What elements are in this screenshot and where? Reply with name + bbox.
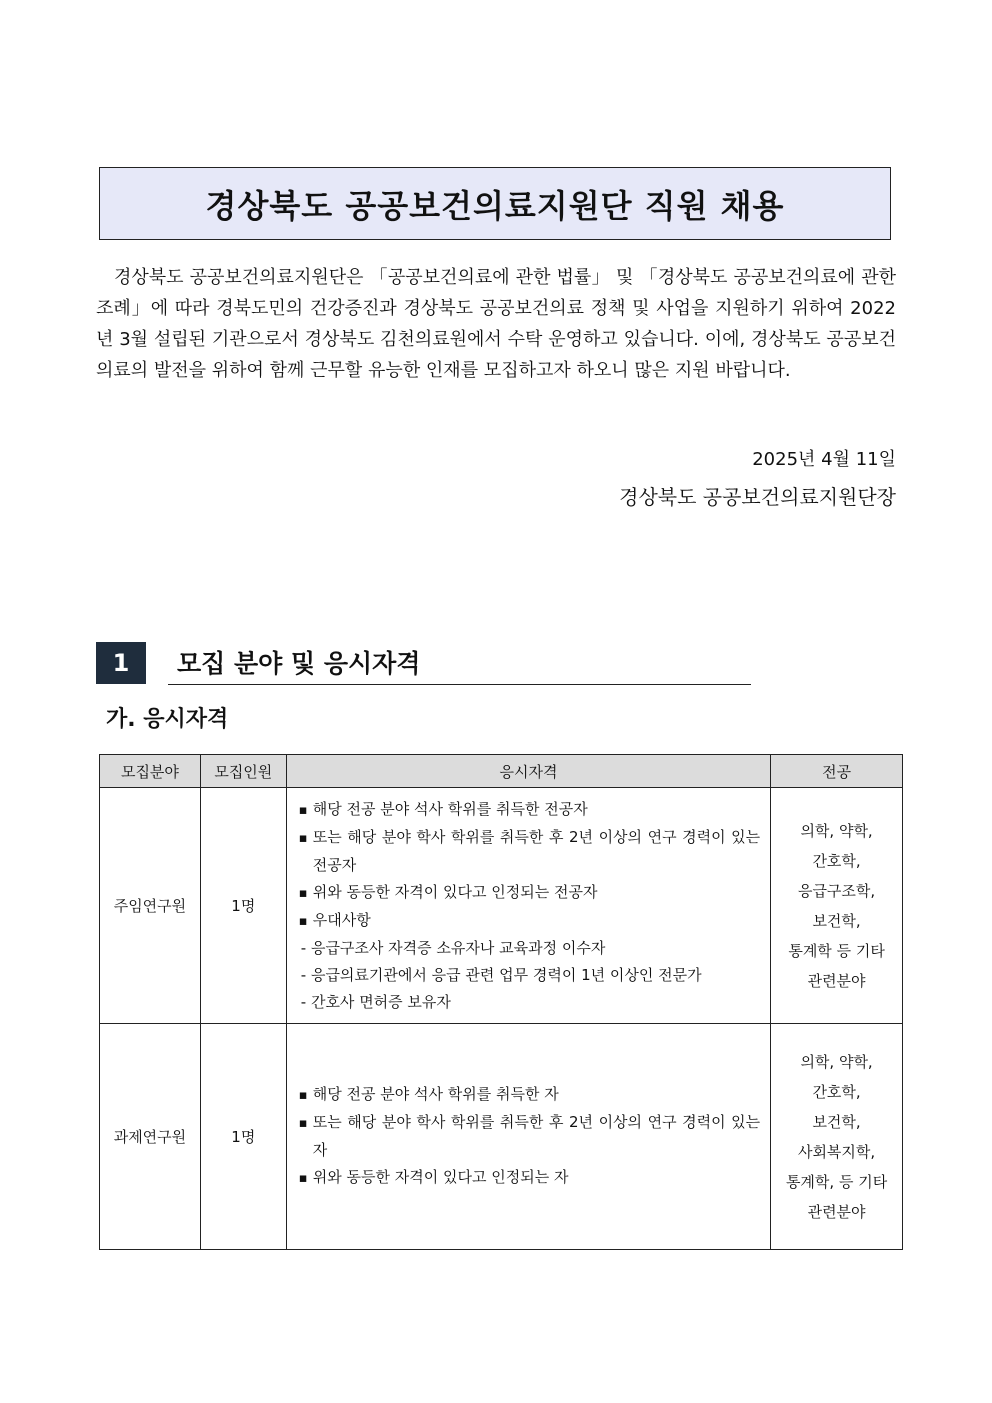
preference-item: - 간호사 면허증 보유자	[301, 989, 760, 1016]
field-cell: 주임연구원	[100, 788, 201, 1024]
announcement-date: 2025년 4월 11일	[752, 449, 896, 470]
section-number-badge: 1	[96, 642, 146, 684]
preference-item: - 응급의료기관에서 응급 관련 업무 경력이 1년 이상인 전문가	[301, 962, 760, 989]
header-field: 모집분야	[100, 755, 201, 788]
qualification-table	[99, 754, 903, 1250]
major-line: 의학, 약학,	[800, 1052, 873, 1071]
section-title: 모집 분야 및 응시자격	[177, 649, 421, 678]
qualifications-cell	[286, 788, 770, 1024]
major-cell	[771, 1024, 903, 1250]
count-cell: 1명	[200, 788, 286, 1024]
major-line: 간호학,	[812, 851, 861, 870]
major-line: 통계학 등 기타	[788, 941, 885, 960]
major-line: 관련분야	[807, 971, 866, 990]
major-line: 관련분야	[807, 1202, 866, 1221]
major-cell	[771, 788, 903, 1024]
major-line: 사회복지학,	[797, 1142, 876, 1161]
qualification-item: ▪ 우대사항	[299, 907, 760, 935]
qualification-item: ▪ 위와 동등한 자격이 있다고 인정되는 전공자	[299, 879, 760, 907]
table-row	[100, 788, 903, 1024]
major-line: 의학, 약학,	[800, 821, 873, 840]
preference-item: - 응급구조사 자격증 소유자나 교육과정 이수자	[301, 935, 760, 962]
qualification-item: ▪ 또는 해당 분야 학사 학위를 취득한 후 2년 이상의 연구 경력이 있는 전공자	[299, 824, 760, 879]
major-line: 간호학,	[812, 1082, 861, 1101]
signer: 경상북도 공공보건의료지원단장	[619, 485, 896, 509]
section-underline	[168, 684, 751, 685]
qualification-item: ▪ 또는 해당 분야 학사 학위를 취득한 후 2년 이상의 연구 경력이 있는 자	[299, 1109, 760, 1164]
major-line: 보건학,	[812, 911, 861, 930]
header-count: 모집인원	[200, 755, 286, 788]
page-title: 경상북도 공공보건의료지원단 직원 채용	[205, 186, 785, 225]
subsection-title: 가. 응시자격	[106, 707, 229, 732]
table-row	[100, 1024, 903, 1250]
qualification-item: ▪ 해당 전공 분야 석사 학위를 취득한 전공자	[299, 796, 760, 824]
table-header-row	[100, 755, 903, 788]
header-major: 전공	[771, 755, 903, 788]
header-qualifications: 응시자격	[286, 755, 770, 788]
major-line: 보건학,	[812, 1112, 861, 1131]
intro-paragraph: 경상북도 공공보건의료지원단은 「공공보건의료에 관한 법률」 및 「경상북도 공공보건의료에 관한 조례」에 따라 경북도민의 건강증진과 경상북도 공공보건의료 정책 및 사업을 지원하기 위하여 2022년 3월 설립된 기관으로서 경상북도 김천의료원에서 수탁 운영하고 있습니다. 이에, 경상북도 공공보건의료의 발전을 위하여 함께 근무할 유능한 인재를 모집하고자 하오니 많은 지원 바랍니다.	[96, 267, 896, 381]
qualification-item: ▪ 해당 전공 분야 석사 학위를 취득한 자	[299, 1081, 760, 1109]
qualification-item: ▪ 위와 동등한 자격이 있다고 인정되는 자	[299, 1164, 760, 1192]
field-cell: 과제연구원	[100, 1024, 201, 1250]
title-box	[99, 167, 891, 240]
major-line: 통계학, 등 기타	[785, 1172, 888, 1191]
qualifications-cell	[286, 1024, 770, 1250]
count-cell: 1명	[200, 1024, 286, 1250]
major-line: 응급구조학,	[797, 881, 876, 900]
